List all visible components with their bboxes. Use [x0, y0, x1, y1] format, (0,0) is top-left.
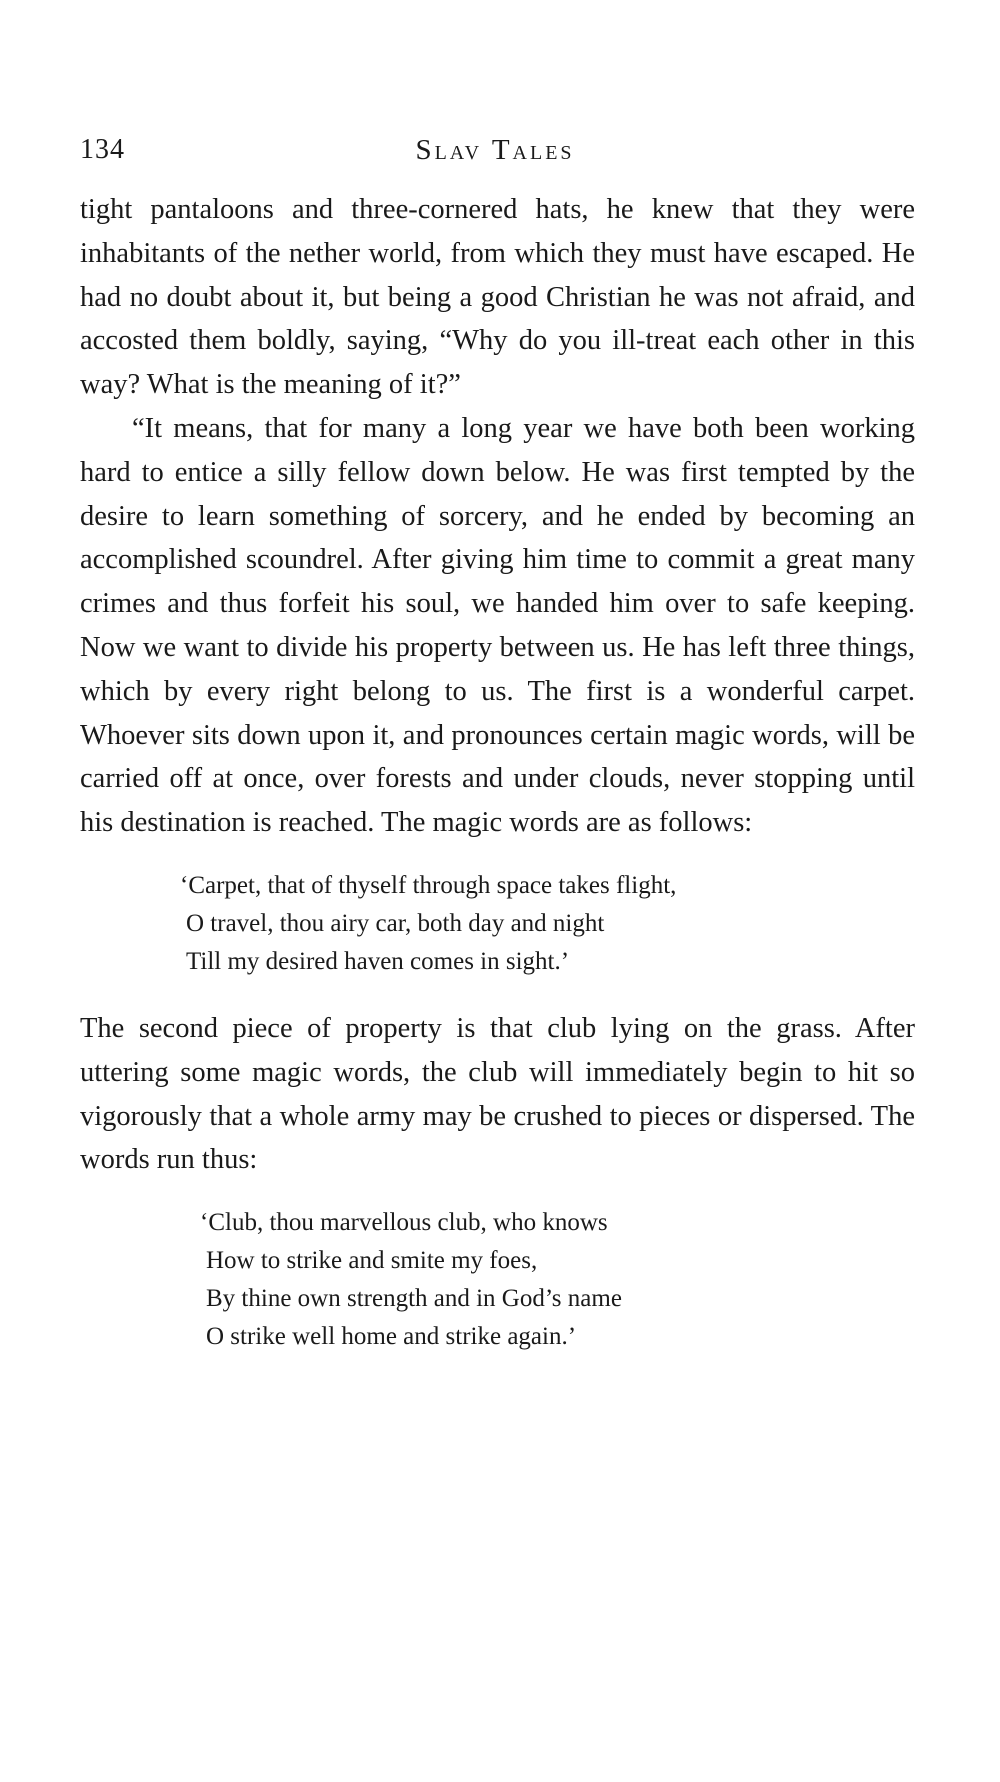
paragraph-club: The second piece of property is that club lying on the grass. After uttering some magic words, the club will immediately begin to hit so vigorously that a whole army may be crushed to pieces or dispersed. The words run thus:	[80, 1012, 915, 1176]
paragraph-devils-speech: “It means, that for many a long year we have both been working hard to entice a silly fellow down below. He was first tempted by the desire to learn something of sorcery, and he ended by becoming an accomplished scoundrel. After giving him time to commit a great many crimes and thus forfeit his soul, we handed him over to safe keeping. Now we want to divide his property between us. He has left three things, which by every right belong to us. The first is a wonderful carpet. Whoever sits down upon it, and pronounces certain magic words, will be carried off at once, over forests and under clouds, never stopping until his destination is reached. The magic words are as follows:	[80, 412, 915, 839]
verse-line: ‘Club, thou marvellous club, who knows	[200, 1209, 608, 1237]
verse-carpet	[80, 867, 915, 981]
verse-line: O travel, thou airy car, both day and night	[186, 909, 605, 937]
verse-line: O strike well home and strike again.’	[206, 1323, 577, 1351]
verse-line: By thine own strength and in God’s name	[206, 1285, 622, 1313]
verse-line: Till my desired haven comes in sight.’	[186, 947, 570, 975]
verse-club	[80, 1204, 915, 1356]
page-number: 134	[80, 134, 125, 165]
running-title: Slav Tales	[415, 134, 575, 166]
verse-line: How to strike and smite my foes,	[206, 1247, 538, 1275]
page-header	[80, 128, 910, 178]
body-text	[80, 188, 915, 1356]
paragraph-continuation: tight pantaloons and three-cornered hats, he knew that they were inhabitants of the nether world, from which they must have escaped. He had no doubt about it, but being a good Christian he was not afraid, and accosted them boldly, saying, “Why do you ill-treat each other in this way? What is the meaning of it?”	[80, 194, 915, 401]
verse-line: ‘Carpet, that of thyself through space takes flight,	[180, 871, 677, 899]
